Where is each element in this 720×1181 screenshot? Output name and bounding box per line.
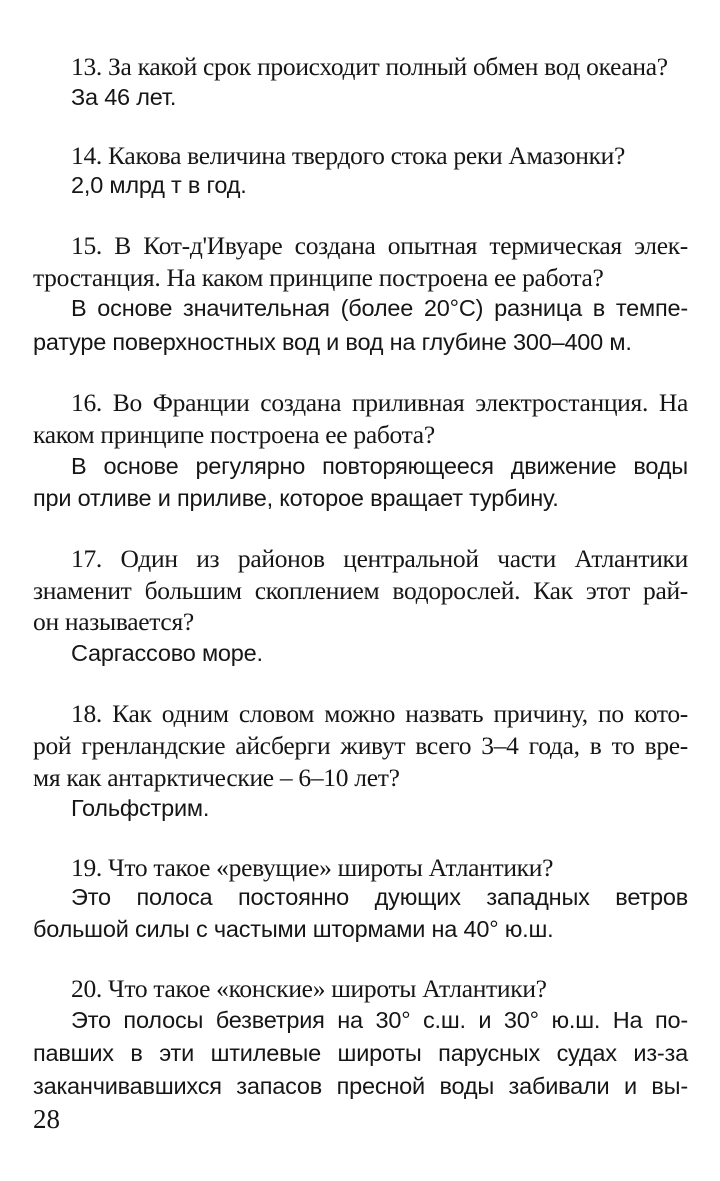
question-18-line-2: рой гренландские айсберги живут всего 3–4 года, в то вре- <box>33 731 688 760</box>
answer-16-line-1: В основе регулярно повторяющееся движение воды <box>71 453 688 479</box>
answer-20-line-2: павших в эти штилевые широты парусных судах из-за <box>33 1040 688 1066</box>
answer-19-line-1: Это полоса постоянно дующих западных ветров <box>71 884 688 910</box>
question-16-line-1: 16. Во Франции создана приливная электростанция. На <box>71 388 688 417</box>
question-15-line-1: 15. В Кот-д'Ивуаре создана опытная термическая элек- <box>71 231 688 260</box>
question-20-line-1: 20. Что такое «конские» широты Атлантики? <box>71 974 547 1003</box>
answer-13-line-1: За 46 лет. <box>71 84 177 110</box>
answer-20-line-1: Это полосы безветрия на 30° с.ш. и 30° ю.ш. На по- <box>71 1007 688 1033</box>
page-number: 28 <box>33 1104 60 1134</box>
answer-15-line-1: В основе значительная (более 20°С) разница в темпе- <box>71 295 688 321</box>
question-16-line-2: каком принципе построена ее работа? <box>33 420 435 449</box>
answer-17-line-1: Саргассово море. <box>71 640 263 666</box>
question-18-line-3: мя как антарктические – 6–10 лет? <box>33 763 400 792</box>
question-17-line-1: 17. Один из районов центральной части Атлантики <box>71 544 688 573</box>
question-13-line-1: 13. За какой срок происходит полный обмен вод океана? <box>71 52 668 81</box>
question-15-line-2: тростанция. На каком принципе построена ее работа? <box>33 263 604 292</box>
answer-18-line-1: Гольфстрим. <box>71 795 210 821</box>
answer-16-line-2: при отливе и приливе, которое вращает турбину. <box>33 485 559 511</box>
question-17-line-3: он называется? <box>33 607 194 636</box>
answer-20-line-3: заканчивавшихся запасов пресной воды забивали и вы- <box>33 1073 688 1099</box>
question-19-line-1: 19. Что такое «ревущие» широты Атлантики? <box>71 853 554 882</box>
question-14-line-1: 14. Какова величина твердого стока реки Амазонки? <box>71 141 626 170</box>
answer-15-line-2: ратуре поверхностных вод и вод на глубине 300–400 м. <box>33 329 632 355</box>
question-18-line-1: 18. Как одним словом можно назвать причину, по кото- <box>71 699 688 728</box>
answer-14-line-1: 2,0 млрд т в год. <box>71 172 247 198</box>
answer-19-line-2: большой силы с частыми штормами на 40° ю.ш. <box>33 916 554 942</box>
question-17-line-2: знаменит большим скоплением водорослей. Как этот рай- <box>33 576 688 605</box>
